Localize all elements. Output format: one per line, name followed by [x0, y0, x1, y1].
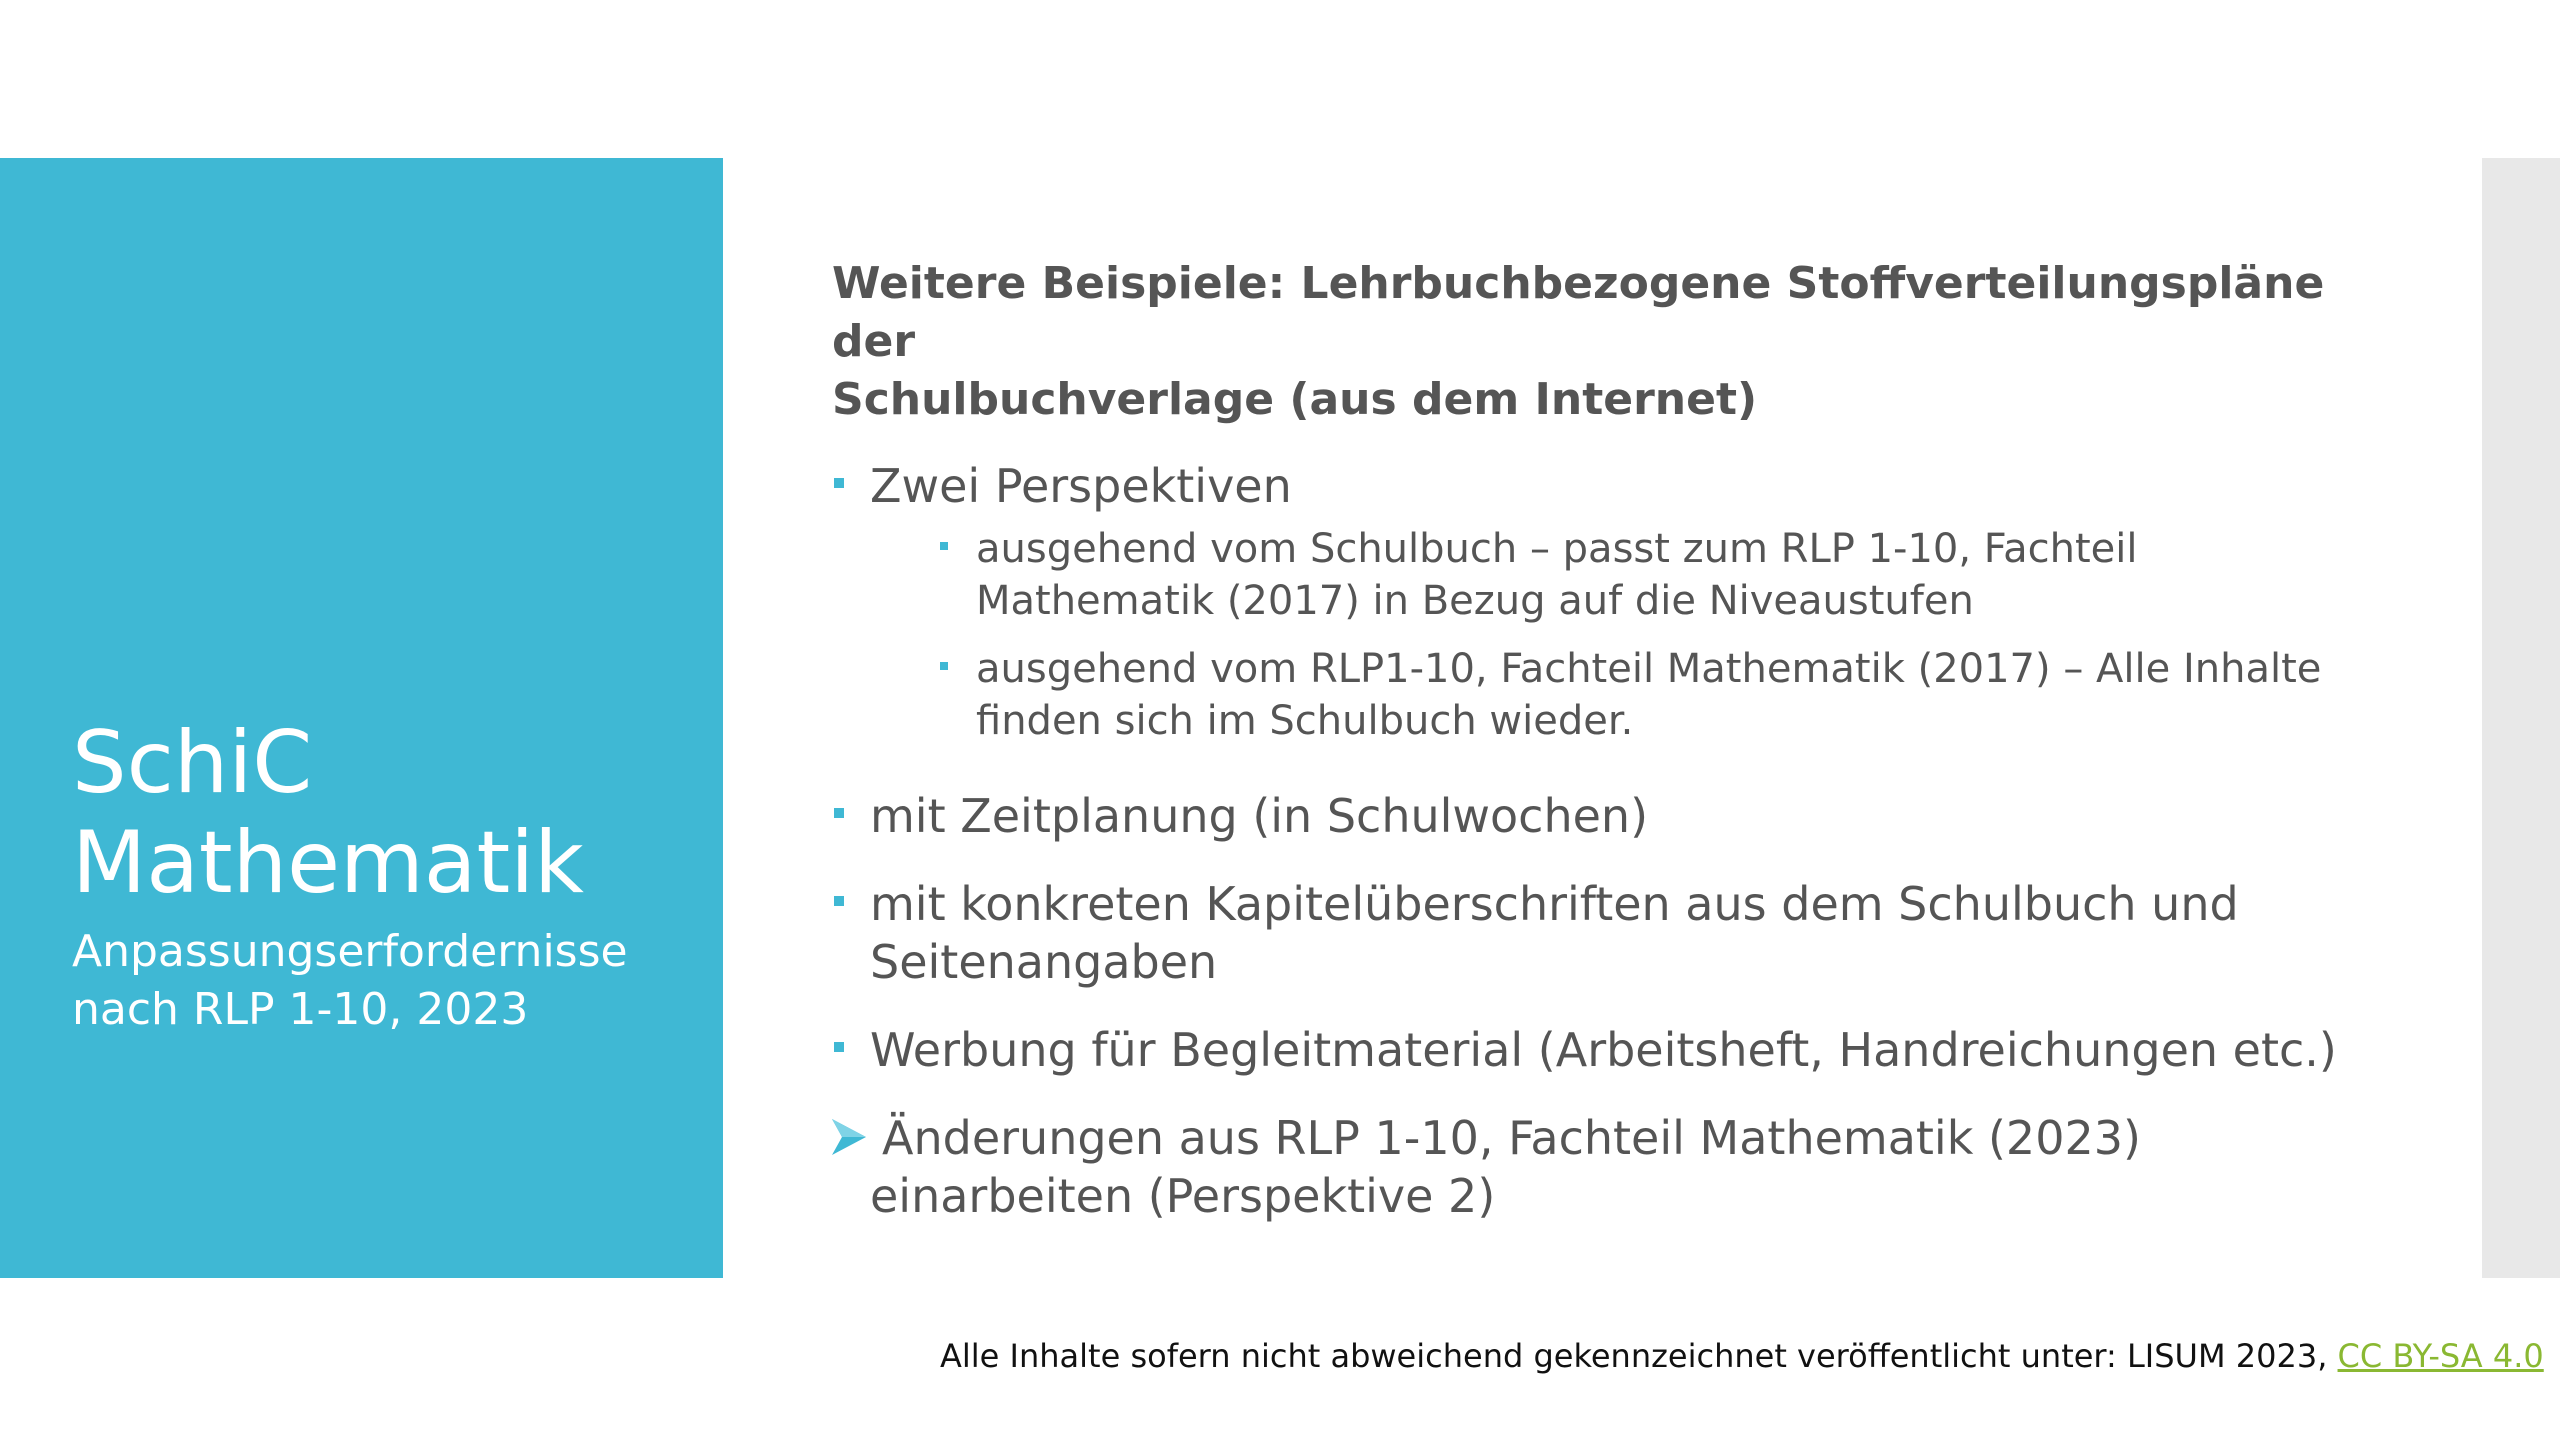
right-decorative-strip [2482, 158, 2560, 1278]
arrow-list-item-line1: Änderungen aus RLP 1-10, Fachteil Mathematik (2023) [882, 1111, 2141, 1165]
list-item-text: Zwei Perspektiven [870, 459, 1292, 513]
slide-title-line2: Mathematik [72, 813, 584, 913]
list-item [832, 457, 2392, 515]
title-panel [0, 158, 723, 1278]
arrow-right-icon [830, 1115, 868, 1159]
footer-license [940, 1335, 2544, 1377]
list-item [832, 787, 2392, 845]
sub-list-item [832, 523, 2392, 627]
content-heading-line2: Schulbuchverlage (aus dem Internet) [832, 374, 1758, 425]
sub-list-item [832, 643, 2392, 747]
square-bullet-icon [940, 662, 948, 670]
square-bullet-icon [834, 1042, 844, 1052]
slide-title [72, 713, 584, 913]
list-item-line2: Seitenangaben [870, 935, 1218, 989]
content-heading [832, 255, 2392, 429]
sub-list-item-line1: ausgehend vom RLP1-10, Fachteil Mathematik (2017) – Alle Inhalte [976, 646, 2322, 692]
arrow-list-item [832, 1109, 2392, 1225]
slide-subtitle-line1: Anpassungserfordernisse [72, 926, 628, 977]
square-bullet-icon [940, 542, 948, 550]
list-item-line1: mit konkreten Kapitelüberschriften aus dem Schulbuch und [870, 877, 2239, 931]
slide-subtitle [72, 923, 628, 1039]
list-item-text: mit Zeitplanung (in Schulwochen) [870, 789, 1649, 843]
list-item [832, 875, 2392, 991]
square-bullet-icon [834, 478, 844, 488]
arrow-list-item-line2: einarbeiten (Perspektive 2) [870, 1169, 1496, 1223]
list-item-text: Werbung für Begleitmaterial (Arbeitsheft, Handreichungen etc.) [870, 1023, 2337, 1077]
slide-subtitle-line2: nach RLP 1-10, 2023 [72, 984, 529, 1035]
sub-list [832, 523, 2392, 747]
slide-title-line1: SchiC [72, 713, 313, 813]
square-bullet-icon [834, 808, 844, 818]
list-item [832, 1021, 2392, 1079]
sub-list-item-line2: finden sich im Schulbuch wieder. [976, 698, 1634, 744]
square-bullet-icon [834, 896, 844, 906]
content-area [832, 255, 2392, 1255]
footer-text: Alle Inhalte sofern nicht abweichend gekennzeichnet veröffentlicht unter: LISUM 2023, [940, 1337, 2338, 1375]
sub-list-item-line1: ausgehend vom Schulbuch – passt zum RLP 1-10, Fachteil [976, 526, 2138, 572]
sub-list-item-line2: Mathematik (2017) in Bezug auf die Niveaustufen [976, 578, 1974, 624]
content-heading-line1: Weitere Beispiele: Lehrbuchbezogene Stoffverteilungspläne der [832, 258, 2325, 367]
license-link[interactable]: CC BY-SA 4.0 [2337, 1337, 2544, 1375]
